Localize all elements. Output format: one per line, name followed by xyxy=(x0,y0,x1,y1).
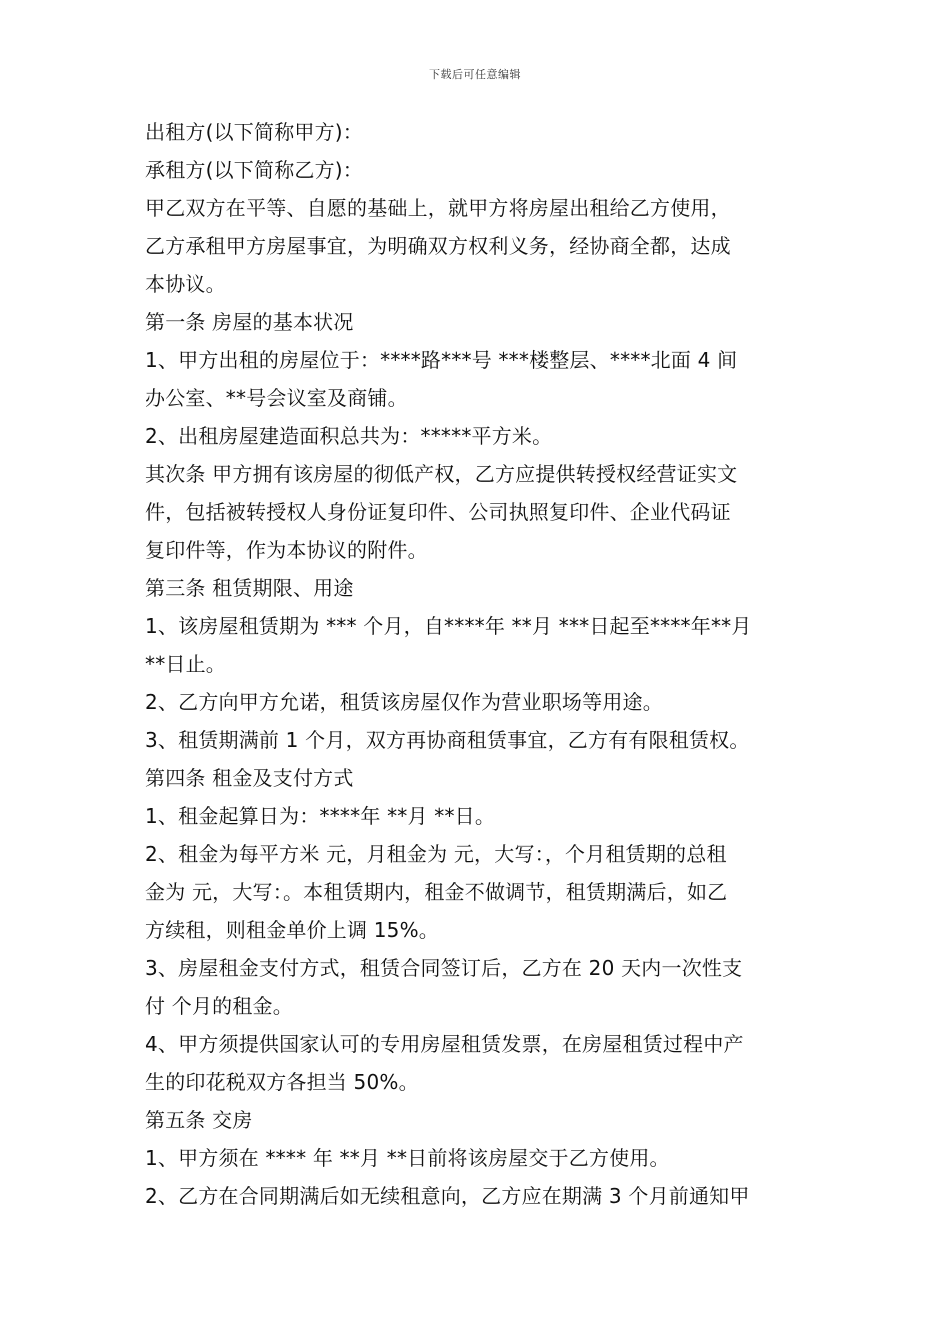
text-line: 乙方承租甲方房屋事宜，为明确双方权利义务，经协商全都，达成 xyxy=(145,234,731,258)
text-line: 出租方(以下简称甲方)： xyxy=(145,120,364,144)
text-line: 2、乙方向甲方允诺，租赁该房屋仅作为营业职场等用途。 xyxy=(145,690,663,714)
text-line: 付 个月的租金。 xyxy=(145,994,293,1018)
section-heading: 第三条 租赁期限、用途 xyxy=(145,576,354,600)
text-line: 1、甲方须在 **** 年 **月 **日前将该房屋交于乙方使用。 xyxy=(145,1146,670,1170)
text-line: 办公室、**号会议室及商铺。 xyxy=(145,386,408,410)
section-heading: 其次条 甲方拥有该房屋的彻低产权，乙方应提供转授权经营证实文 xyxy=(145,462,738,486)
text-line: 件，包括被转授权人身份证复印件、公司执照复印件、企业代码证 xyxy=(145,500,731,524)
text-line: 1、租金起算日为：****年 **月 **日。 xyxy=(145,804,496,828)
text-line: 金为 元，大写：。本租赁期内，租金不做调节，租赁期满后，如乙 xyxy=(145,880,728,904)
text-line: 4、甲方须提供国家认可的专用房屋租赁发票，在房屋租赁过程中产 xyxy=(145,1032,744,1056)
text-line: 3、房屋租金支付方式，租赁合同签订后，乙方在 20 天内一次性支 xyxy=(145,956,743,980)
text-line: 复印件等，作为本协议的附件。 xyxy=(145,538,428,562)
header-note: 下载后可任意编辑 xyxy=(429,68,521,81)
text-line: 1、甲方出租的房屋位于：****路***号 ***楼整层、****北面 4 间 xyxy=(145,348,738,372)
text-line: 承租方(以下简称乙方)： xyxy=(145,158,364,182)
text-line: 2、乙方在合同期满后如无续租意向，乙方应在期满 3 个月前通知甲 xyxy=(145,1184,750,1208)
document-body xyxy=(145,113,810,1215)
text-line: 甲乙双方在平等、自愿的基础上，就甲方将房屋出租给乙方使用， xyxy=(145,196,731,220)
text-line: 3、租赁期满前 1 个月，双方再协商租赁事宜，乙方有有限租赁权。 xyxy=(145,728,750,752)
section-heading: 第五条 交房 xyxy=(145,1108,253,1132)
text-line: 2、出租房屋建造面积总共为：*****平方米。 xyxy=(145,424,553,448)
text-line: 方续租，则租金单价上调 15%。 xyxy=(145,918,440,942)
text-line: 本协议。 xyxy=(145,272,226,296)
section-heading: 第四条 租金及支付方式 xyxy=(145,766,354,790)
text-line: 生的印花税双方各担当 50%。 xyxy=(145,1070,419,1094)
text-line: **日止。 xyxy=(145,652,226,676)
text-line: 1、该房屋租赁期为 *** 个月，自****年 **月 ***日起至****年**月 xyxy=(145,614,752,638)
text-line: 2、租金为每平方米 元，月租金为 元，大写：，个月租赁期的总租 xyxy=(145,842,727,866)
section-heading: 第一条 房屋的基本状况 xyxy=(145,310,354,334)
